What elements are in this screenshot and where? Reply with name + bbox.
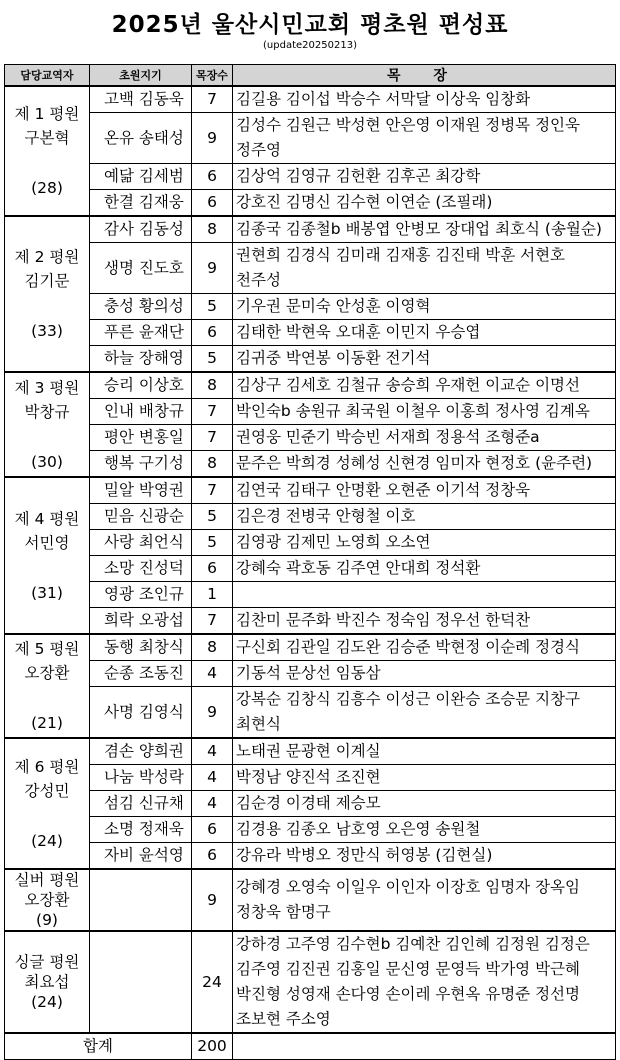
total-row: [5, 1033, 616, 1060]
region-total: (33): [31, 322, 63, 340]
leader-cell: 믿음 신광순: [90, 504, 192, 530]
leader-cell: 희락 오광섭: [90, 608, 192, 635]
table-row: [5, 320, 616, 346]
members-cell: 강하경 고주영 김수현b 김예찬 김인혜 김정원 김정은 김주영 김진권 김홍일 문신영 문영득 박가영 박근혜 박진형 성영재 손다영 손이레 우현옥 유명준 정선명 조보현 주소영: [233, 931, 616, 1033]
count-cell: 7: [192, 477, 233, 504]
region-pastor: 최요섭: [24, 973, 70, 991]
page-subtitle: (update20250213): [263, 40, 357, 51]
leader-cell: 하늘 장해영: [90, 346, 192, 373]
table-row: [5, 425, 616, 451]
region-total: (24): [31, 831, 63, 850]
count-cell: 5: [192, 530, 233, 556]
table-row: [5, 294, 616, 320]
region-cell: [5, 372, 90, 477]
leader-cell: [90, 869, 192, 931]
members-cell: 권영웅 민준기 박승빈 서재희 정용석 조형준a: [233, 425, 616, 451]
members-cell: 김상구 김세호 김철규 송승희 우재헌 이교순 이명선: [233, 372, 616, 399]
table-row: [5, 190, 616, 217]
members-cell: 강호진 김명신 김수현 이연순 (조필래): [233, 190, 616, 217]
region-name: 실버 평원: [14, 871, 80, 889]
leader-cell: 나눔 박성락: [90, 765, 192, 791]
count-cell: 4: [192, 738, 233, 765]
members-cell: 김경용 김종오 남호영 오은영 송원철: [233, 817, 616, 843]
region-pastor: 구본혁: [24, 129, 70, 147]
leader-cell: 영광 조인규: [90, 582, 192, 608]
table-row: [5, 372, 616, 399]
leader-cell: 소명 정재욱: [90, 817, 192, 843]
region-cell: [5, 634, 90, 738]
count-cell: 6: [192, 164, 233, 190]
members-cell: 김연국 김태구 안명환 오현준 이기석 정창욱: [233, 477, 616, 504]
table-row: [5, 556, 616, 582]
region-name: 싱글 평원: [14, 953, 80, 971]
region-cell: [5, 869, 90, 931]
leader-cell: 생명 진도호: [90, 243, 192, 294]
members-cell: 김영광 김제민 노영희 오소연: [233, 530, 616, 556]
column-header-members: 목 장: [233, 65, 616, 87]
region-total: (9): [36, 911, 58, 929]
leader-cell: 사랑 최언식: [90, 530, 192, 556]
count-cell: 9: [192, 243, 233, 294]
table-row: [5, 164, 616, 190]
count-cell: 8: [192, 372, 233, 399]
table-row: [5, 843, 616, 870]
leader-cell: 푸른 윤재단: [90, 320, 192, 346]
total-blank: [233, 1033, 616, 1060]
members-cell: 기우권 문미숙 안성훈 이영혁: [233, 294, 616, 320]
count-cell: 8: [192, 451, 233, 478]
members-cell: 강유라 박병오 정만식 허영봉 (김현실): [233, 843, 616, 870]
members-cell: 문주은 박희경 성혜성 신현경 임미자 현정호 (윤주련): [233, 451, 616, 478]
region-name: 제 5 평원: [14, 640, 80, 658]
leader-cell: 행복 구기성: [90, 451, 192, 478]
table-row: [5, 661, 616, 687]
members-cell: 구신회 김관일 김도완 김승준 박현정 이순례 정경식: [233, 634, 616, 661]
members-cell: 김성수 김원근 박성현 안은영 이재원 정병목 정인욱 정주영: [233, 113, 616, 164]
leader-cell: 평안 변홍일: [90, 425, 192, 451]
members-cell: 김태한 박현욱 오대훈 이민지 우승엽: [233, 320, 616, 346]
region-cell: [5, 931, 90, 1033]
table-row: [5, 634, 616, 661]
leader-cell: 고백 김동욱: [90, 86, 192, 113]
region-name: 제 6 평원: [14, 757, 80, 776]
count-cell: 1: [192, 582, 233, 608]
table-row: [5, 869, 616, 931]
count-cell: 7: [192, 399, 233, 425]
count-cell: 5: [192, 504, 233, 530]
region-pastor: 서민영: [24, 533, 70, 552]
members-cell: 김은경 전병국 안형철 이호: [233, 504, 616, 530]
count-cell: 6: [192, 556, 233, 582]
table-row: [5, 504, 616, 530]
region-name: 제 2 평원: [14, 248, 80, 266]
region-pastor: 오장환: [24, 891, 70, 909]
members-cell: 강혜숙 곽호동 김주연 안대희 정석환: [233, 556, 616, 582]
members-cell: 김길용 김이섭 박승수 서막달 이상욱 임창화: [233, 86, 616, 113]
region-pastor: 박창규: [24, 402, 70, 421]
table-row: [5, 346, 616, 373]
members-cell: 김순경 이경태 제승모: [233, 791, 616, 817]
table-row: [5, 113, 616, 164]
members-cell: 강혜경 오영숙 이일우 이인자 이장호 임명자 장옥임 정창욱 함명구: [233, 869, 616, 931]
table-row: [5, 791, 616, 817]
table-row: [5, 451, 616, 478]
leader-cell: 충성 황의성: [90, 294, 192, 320]
region-name: 제 3 평원: [14, 378, 80, 397]
region-cell: [5, 738, 90, 869]
table-header-row: [5, 65, 616, 87]
count-cell: 6: [192, 320, 233, 346]
region-cell: [5, 86, 90, 216]
count-cell: 9: [192, 869, 233, 931]
region-total: (24): [31, 993, 63, 1011]
leader-cell: 예닮 김세범: [90, 164, 192, 190]
count-cell: 9: [192, 113, 233, 164]
members-cell: 박인숙b 송원규 최국원 이철우 이홍희 정사영 김계옥: [233, 399, 616, 425]
members-cell: 권현희 김경식 김미래 김재홍 김진태 박훈 서현호 천주성: [233, 243, 616, 294]
table-row: [5, 608, 616, 635]
leader-cell: 사명 김영식: [90, 687, 192, 739]
table-row: [5, 687, 616, 739]
count-cell: 6: [192, 817, 233, 843]
leader-cell: 인내 배창규: [90, 399, 192, 425]
leader-cell: 자비 윤석영: [90, 843, 192, 870]
region-pastor: 오장환: [24, 664, 70, 682]
leader-cell: 동행 최창식: [90, 634, 192, 661]
count-cell: 6: [192, 843, 233, 870]
table-row: [5, 582, 616, 608]
table-row: [5, 530, 616, 556]
members-cell: 강복순 김창식 김흥수 이성근 이완승 조승문 지창구 최현식: [233, 687, 616, 739]
members-cell: 노태권 문광현 이계실: [233, 738, 616, 765]
region-total: (28): [31, 179, 63, 197]
leader-cell: 섬김 신규채: [90, 791, 192, 817]
count-cell: 7: [192, 425, 233, 451]
table-row: [5, 216, 616, 243]
table-row: [5, 931, 616, 1033]
leader-cell: 한결 김재웅: [90, 190, 192, 217]
region-name: 제 1 평원: [14, 105, 80, 123]
leader-cell: 순종 조동진: [90, 661, 192, 687]
members-cell: 김상억 김영규 김헌환 김후곤 최강학: [233, 164, 616, 190]
members-cell: 기동석 문상선 임동삼: [233, 661, 616, 687]
leader-cell: 겸손 양희권: [90, 738, 192, 765]
assignment-table: [4, 64, 616, 1060]
page-title: 2025년 울산시민교회 평초원 편성표: [111, 12, 509, 38]
total-count: 200: [192, 1033, 233, 1060]
table-body: [5, 86, 616, 1060]
members-cell: 김종국 김종철b 배봉엽 안병모 장대업 최호식 (송월순): [233, 216, 616, 243]
count-cell: 4: [192, 765, 233, 791]
column-header-count: 목장수: [192, 65, 233, 87]
leader-cell: 소망 진성덕: [90, 556, 192, 582]
region-pastor: 김기문: [24, 272, 70, 290]
region-cell: [5, 477, 90, 634]
region-total: (30): [31, 452, 63, 471]
count-cell: 8: [192, 634, 233, 661]
region-total: (31): [31, 583, 63, 602]
region-pastor: 강성민: [24, 781, 70, 800]
total-label: 합계: [5, 1033, 192, 1060]
members-cell: 김찬미 문주화 박진수 정숙임 정우선 한덕찬: [233, 608, 616, 635]
members-cell: 박정남 양진석 조진현: [233, 765, 616, 791]
members-cell: 김귀중 박연봉 이동환 전기석: [233, 346, 616, 373]
count-cell: 6: [192, 190, 233, 217]
table-row: [5, 817, 616, 843]
count-cell: 4: [192, 661, 233, 687]
region-total: (21): [31, 714, 63, 732]
members-cell: [233, 582, 616, 608]
column-header-pastor: 담당교역자: [5, 65, 90, 87]
table-row: [5, 243, 616, 294]
leader-cell: 온유 송태성: [90, 113, 192, 164]
table-row: [5, 765, 616, 791]
region-cell: [5, 216, 90, 372]
count-cell: 24: [192, 931, 233, 1033]
count-cell: 9: [192, 687, 233, 739]
table-row: [5, 477, 616, 504]
table-row: [5, 399, 616, 425]
count-cell: 7: [192, 86, 233, 113]
count-cell: 8: [192, 216, 233, 243]
leader-cell: [90, 931, 192, 1033]
count-cell: 5: [192, 294, 233, 320]
count-cell: 5: [192, 346, 233, 373]
column-header-leader: 초원지기: [90, 65, 192, 87]
table-row: [5, 738, 616, 765]
leader-cell: 감사 김동성: [90, 216, 192, 243]
count-cell: 4: [192, 791, 233, 817]
table-row: [5, 86, 616, 113]
leader-cell: 승리 이상호: [90, 372, 192, 399]
region-name: 제 4 평원: [14, 509, 80, 528]
leader-cell: 밀알 박영권: [90, 477, 192, 504]
count-cell: 7: [192, 608, 233, 635]
